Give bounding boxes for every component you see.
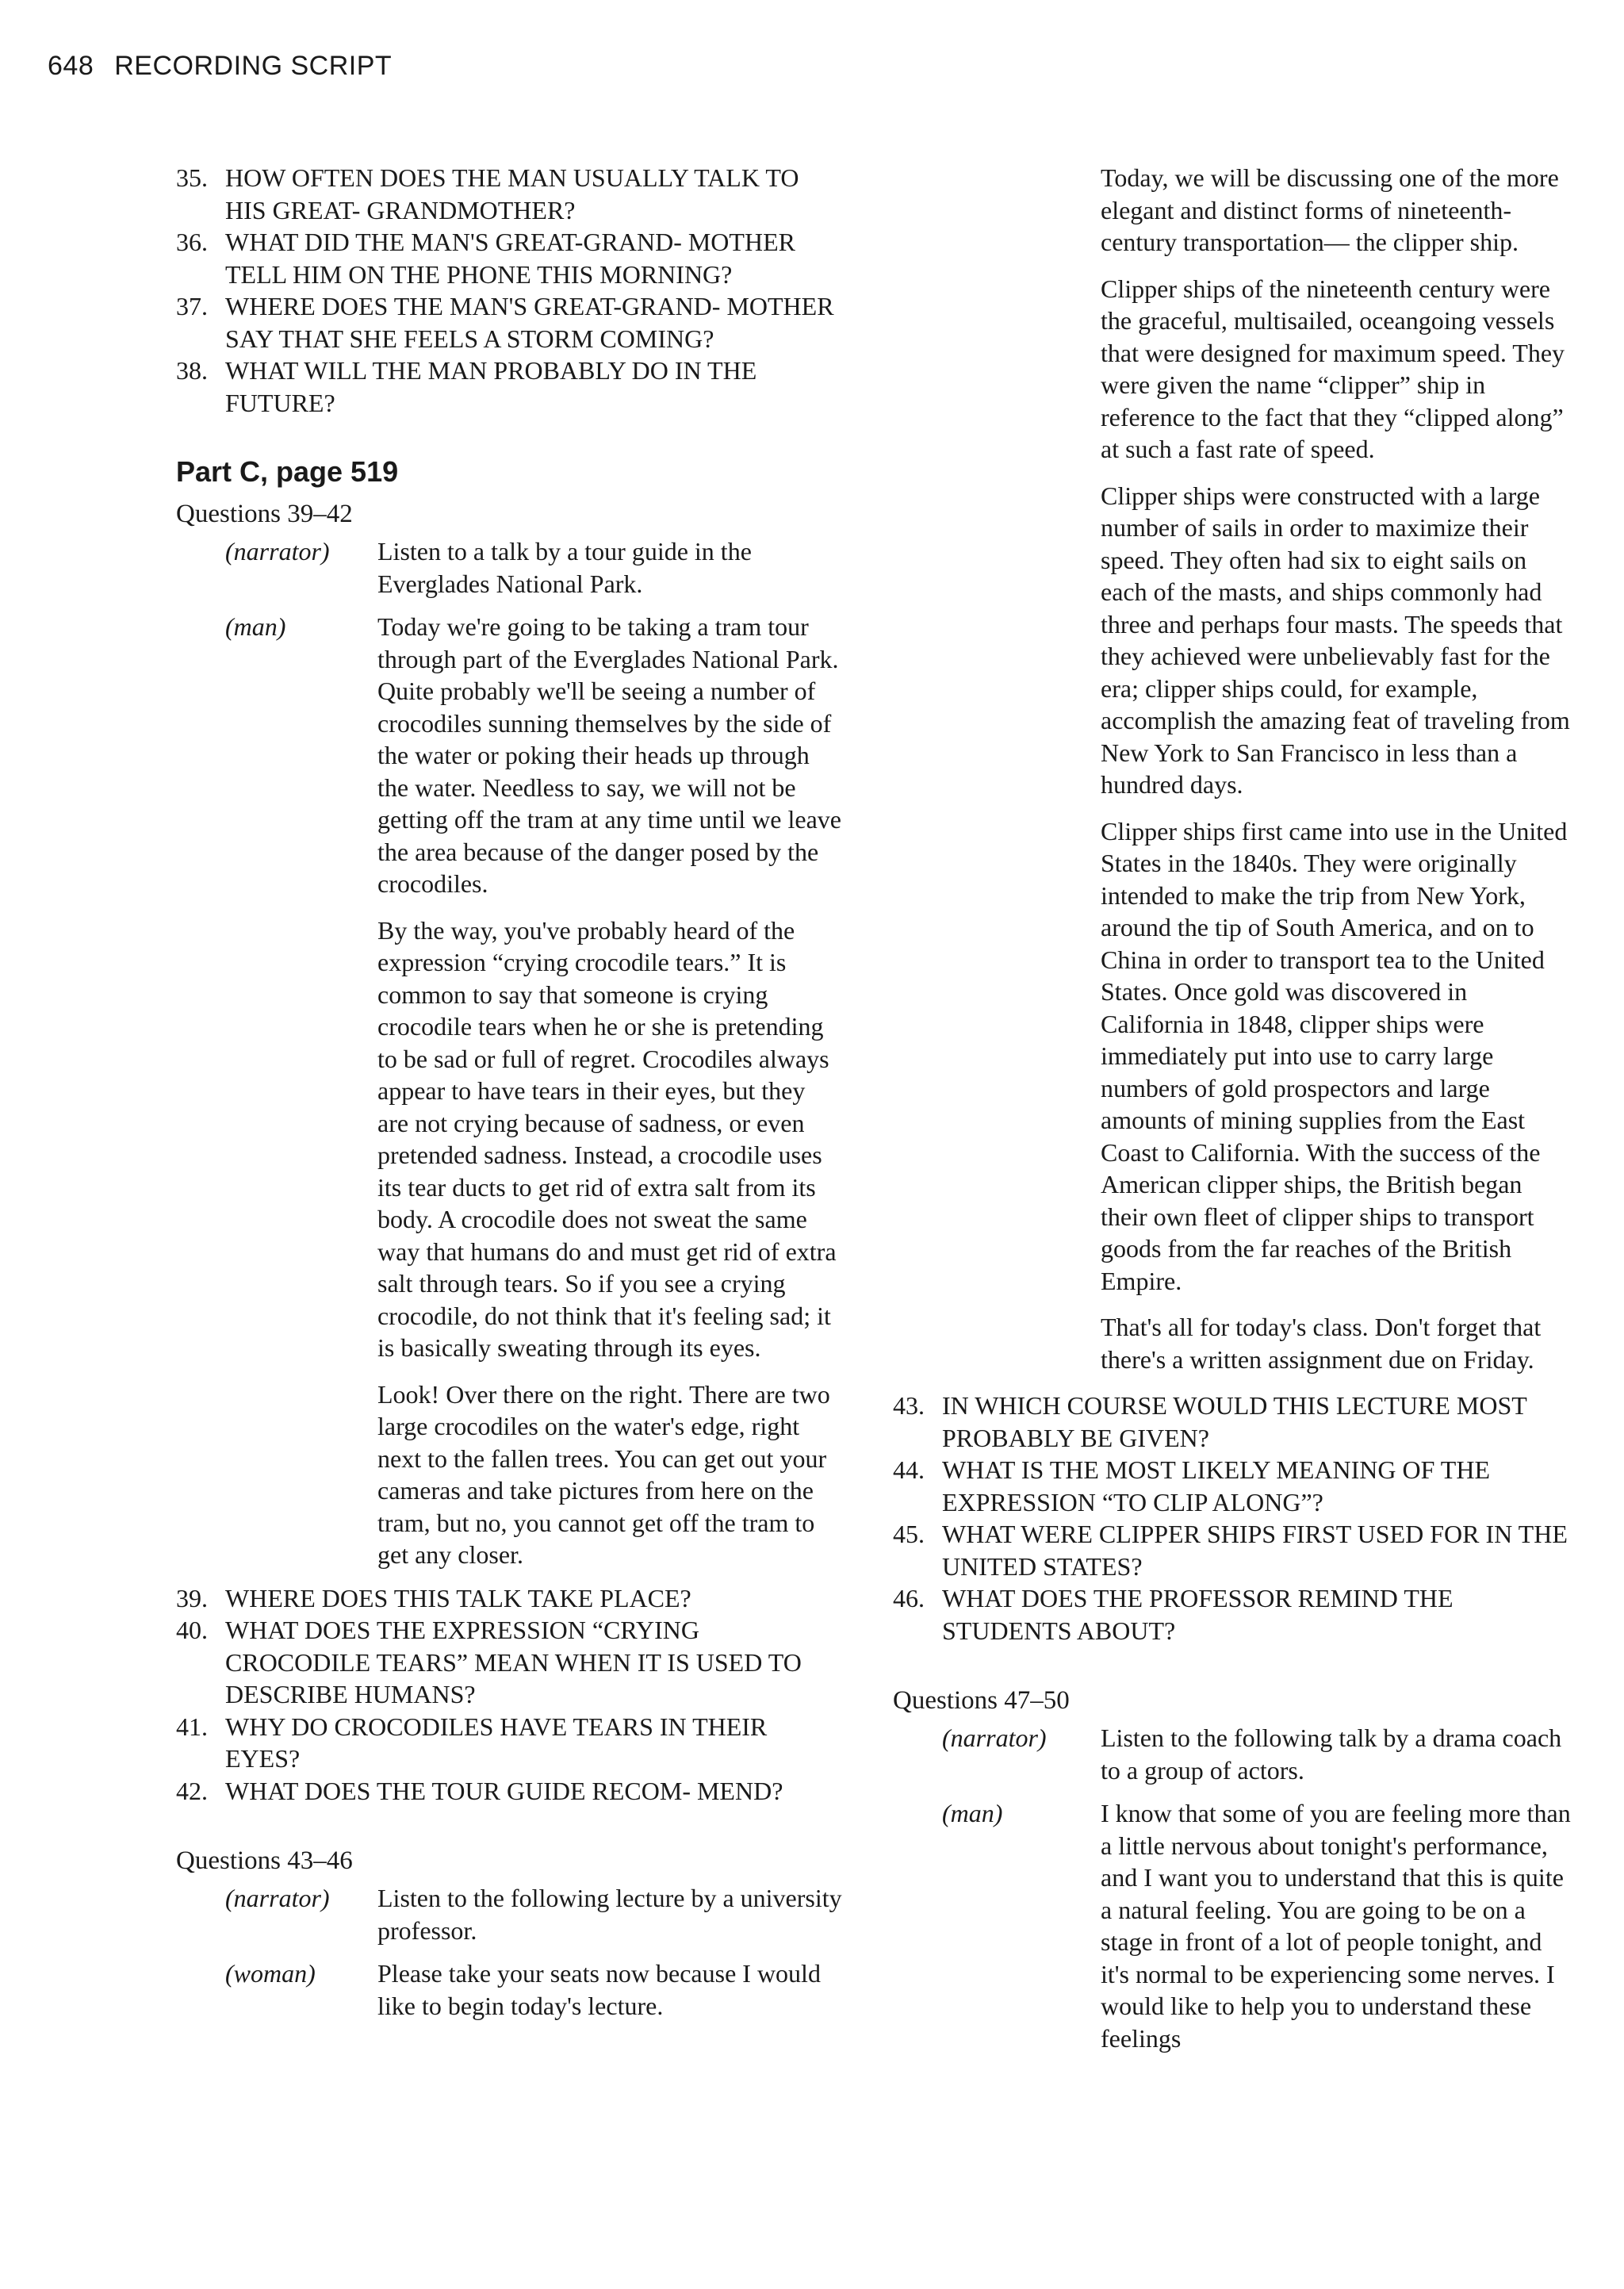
section-title: RECORDING SCRIPT [114,51,393,81]
question-text: WHAT DID THE MAN'S GREAT-GRAND- MOTHER TELL HIM ON THE PHONE THIS MORNING? [225,228,795,289]
question-number: 40. [176,1616,208,1644]
paragraph: Today, we will be discussing one of the more elegant and distinct forms of nineteenth-century transportation— the clipper ship. [1101,163,1559,256]
speaker-label: (narrator) [942,1723,1047,1752]
question-item [893,1518,1573,1582]
questions-group-heading: Questions 47–50 [893,1686,1070,1715]
narrator-line [176,535,842,600]
question-item [176,290,842,355]
question-number: 38. [176,356,208,385]
man-speech [893,1797,1573,2054]
question-number: 36. [176,228,208,256]
man-text: I know that some of you are feeling more than a little nervous about tonight's performance, and I want you to understand that this is quite a natural feeling. You are going to be on a stage in front of a lot of people tonight, and it's normal to be experiencing some nerves. I would like to help you to understand these feelings [1101,1799,1571,2053]
narrator-text: Listen to the following lecture by a university professor. [377,1884,842,1945]
woman-speech [176,1957,842,2022]
question-text: WHAT IS THE MOST LIKELY MEANING OF THE EXPRESSION “TO CLIP ALONG”? [942,1455,1490,1516]
question-number: 41. [176,1712,208,1741]
question-text: WHERE DOES THIS TALK TAKE PLACE? [225,1583,691,1612]
questions-group-heading: Questions 43–46 [176,1846,353,1875]
question-text: HOW OFTEN DOES THE MAN USUALLY TALK TO HIS GREAT- GRANDMOTHER? [225,163,799,224]
narrator-line [176,1882,842,1946]
question-number: 45. [893,1520,925,1548]
question-item [893,1582,1573,1647]
question-list-43-46 [893,1390,1573,1647]
question-text: WHAT DOES THE PROFESSOR REMIND THE STUDENTS ABOUT? [942,1584,1454,1645]
question-number: 44. [893,1455,925,1484]
man-speech [176,611,842,1571]
paragraph: Clipper ships were constructed with a large number of sails in order to maximize their speed. They often had six to eight sails on each of the masts, and ships commonly had three and perhaps four masts. The speeds that they achieved were unbelievably fast for the era; clipper ships could, for example, accomplish the amazing feat of traveling from New York to San Francisco in less than a hundred days. [1101,481,1570,799]
speaker-label: (narrator) [225,1884,330,1912]
question-number: 39. [176,1583,208,1612]
lecture-continuation [893,162,1573,1375]
paragraph: Clipper ships first came into use in the United States in the 1840s. They were originally intended to make the trip from New York, around the tip of South America, and on to China in order to transport tea to the United States. Once gold was discovered in California in 1848, clipper ships were immediately put into use to carry large numbers of gold prospectors and large amounts of mining supplies from the East Coast to California. With the success of the American clipper ships, the British began their own fleet of clipper ships to transport goods from the far reaches of the British Empire. [1101,816,1568,1295]
paragraph: Today we're going to be taking a tram tour through part of the Everglades National Park. Quite probably we'll be seeing a number of crocodiles sunning themselves by the side of the water or poking their heads up through the water. Needless to say, we will not be getting off the tram at any time until we leave the area because of the danger posed by the crocodiles. [377,612,841,898]
question-item [176,355,842,419]
paragraph: Look! Over there on the right. There are two large crocodiles on the water's edge, right next to the fallen trees. You can get out your cameras and take pictures from here on the tram, but no, you cannot get off the tram to get any closer. [377,1379,830,1569]
speech-body [377,611,842,1571]
running-head [48,51,392,82]
question-item [176,162,842,226]
question-item [176,1582,842,1615]
question-text: WHAT DOES THE EXPRESSION “CRYING CROCODILE TEARS” MEAN WHEN IT IS USED TO DESCRIBE HUMANS? [225,1616,802,1708]
question-item [176,1614,842,1711]
paragraph: By the way, you've probably heard of the expression “crying crocodile tears.” It is common to say that someone is crying crocodile tears when he or she is pretending to be sad or full of regret. Crocodiles always appear to have tears in their eyes, but they are not crying because of sadness, or even pretended sadness. Instead, a crocodile uses its tear ducts to get rid of extra salt from its body. A crocodile does not sweat the same way that humans do and must get rid of extra salt through tears. So if you see a crying crocodile, do not think that it's feeling sad; it is basically sweating through its eyes. [377,915,837,1362]
right-column [893,162,1573,2065]
question-text: WHERE DOES THE MAN'S GREAT-GRAND- MOTHER SAY THAT SHE FEELS A STORM COMING? [225,292,834,353]
question-number: 43. [893,1391,925,1420]
speaker-label: (narrator) [225,537,330,566]
narrator-text: Listen to the following talk by a drama coach to a group of actors. [1101,1723,1562,1785]
speaker-label: (woman) [225,1959,316,1988]
question-number: 42. [176,1776,208,1805]
speaker-label: (man) [942,1799,1003,1827]
page-number: 648 [48,51,94,81]
question-text: IN WHICH COURSE WOULD THIS LECTURE MOST PROBABLY BE GIVEN? [942,1391,1527,1452]
woman-text: Please take your seats now because I would like to begin today's lecture. [377,1959,821,2020]
question-text: WHAT DOES THE TOUR GUIDE RECOM- MEND? [225,1776,783,1805]
speaker-label: (man) [225,612,286,641]
question-number: 35. [176,163,208,192]
part-heading: Part C, page 519 [176,455,399,488]
paragraph: That's all for today's class. Don't forget that there's a written assignment due on Friday. [1101,1313,1542,1374]
question-number: 46. [893,1584,925,1612]
question-text: WHAT WERE CLIPPER SHIPS FIRST USED FOR IN THE UNITED STATES? [942,1520,1568,1581]
question-list-35-38 [176,162,842,419]
question-text: WHAT WILL THE MAN PROBABLY DO IN THE FUTURE? [225,356,757,417]
question-list-39-42 [176,1582,842,1808]
question-item [176,1775,842,1808]
question-item [893,1390,1573,1454]
question-number: 37. [176,292,208,320]
narrator-text: Listen to a talk by a tour guide in the Everglades National Park. [377,537,752,598]
paragraph: Clipper ships of the nineteenth century were the graceful, multisailed, oceangoing vessels that were designed for maximum speed. They were given the name “clipper” ship in reference to the fact that they “clipped along” at such a fast rate of speed. [1101,274,1565,463]
narrator-line [893,1722,1573,1786]
left-column [176,162,842,2033]
question-item [893,1454,1573,1518]
questions-group-heading: Questions 39–42 [176,500,353,528]
question-item [176,226,842,290]
question-item [176,1711,842,1775]
question-text: WHY DO CROCODILES HAVE TEARS IN THEIR EYES? [225,1712,768,1773]
